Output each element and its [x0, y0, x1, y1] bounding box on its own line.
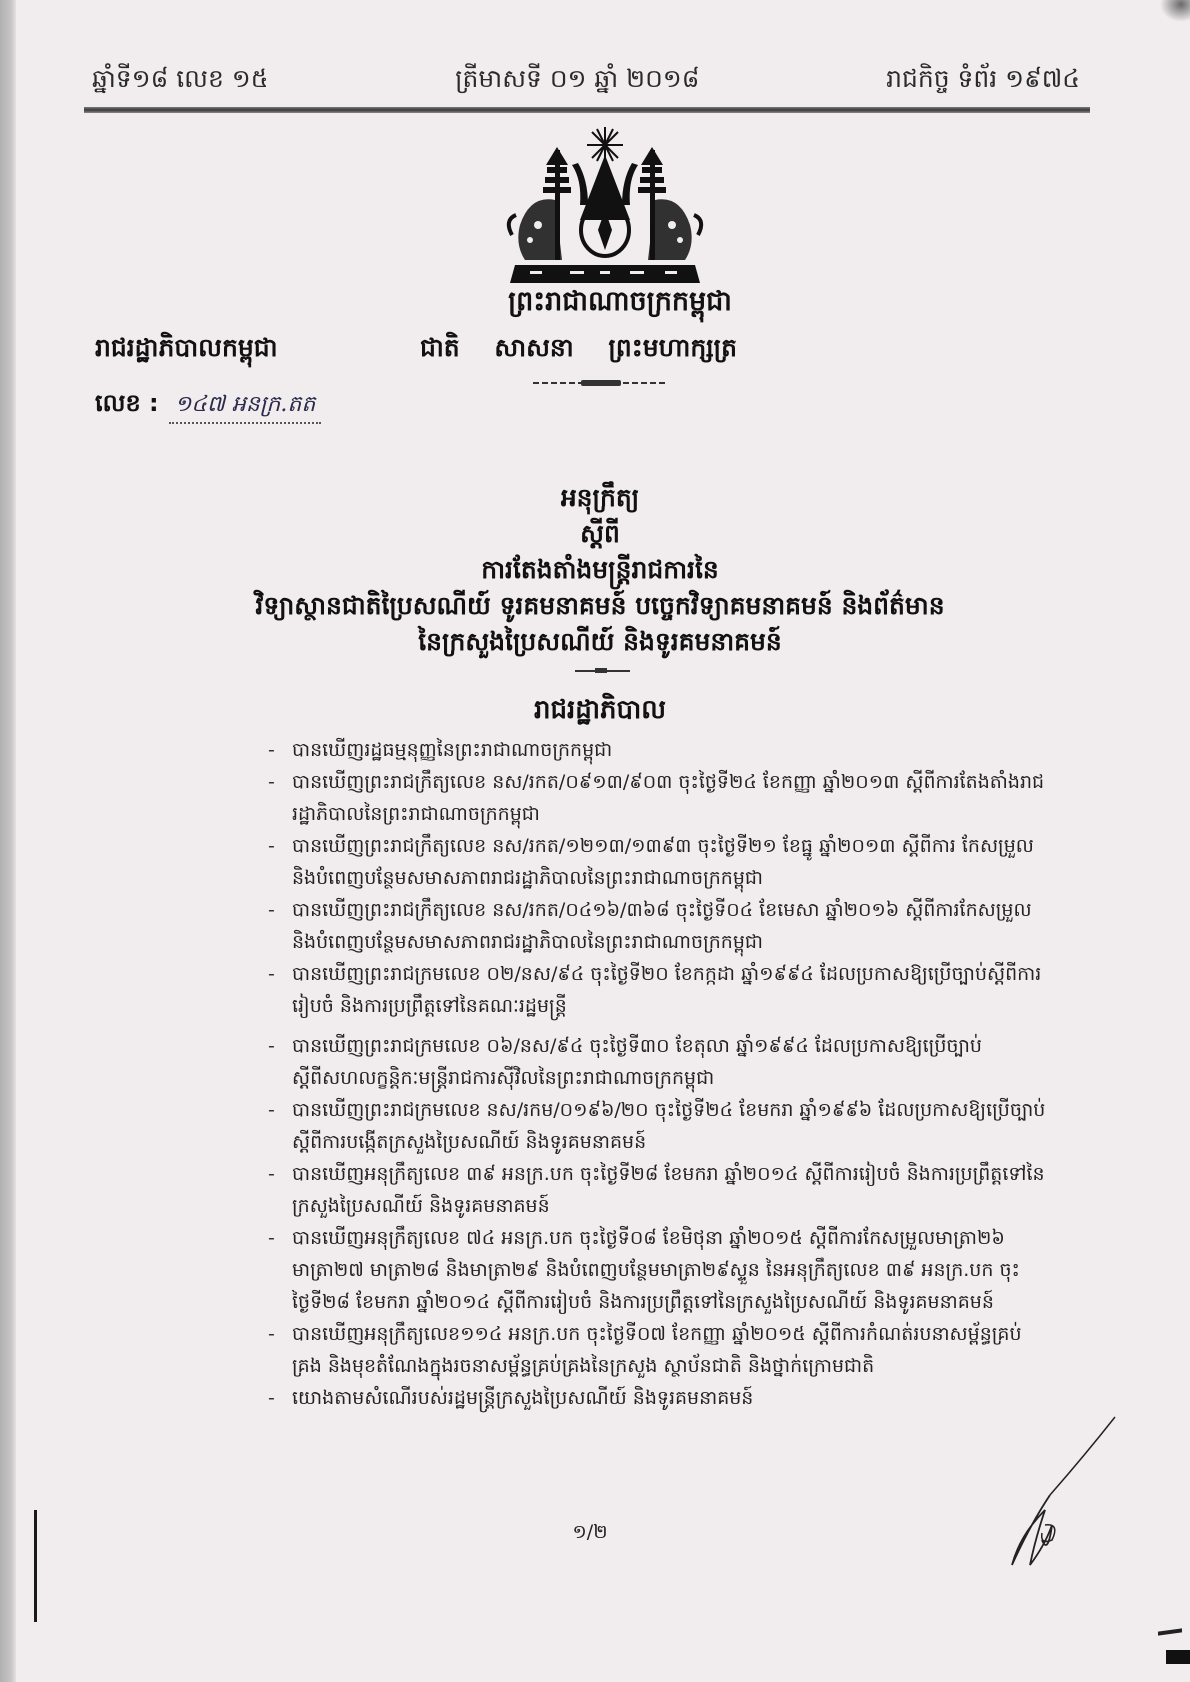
- header-divider: [84, 107, 1090, 113]
- recital-item: - បានឃើញអនុក្រឹត្យលេខ ៣៩ អនក្រ.បក ចុះថ្ងៃទី២៨ ខែមករា ឆ្នាំ២០១៤ ស្ដីពីការរៀបចំ និងការប្រព្រឹត្តទៅនៃក្រសួងប្រៃសណីយ៍ និងទូរគមនាគមន៍: [268, 1158, 1046, 1222]
- recital-item: - បានឃើញព្រះរាជក្រឹត្យលេខ នស/រកត/០៤១៦/៣៦៨ ចុះថ្ងៃទី០៤ ខែមេសា ឆ្នាំ២០១៦ ស្ដីពីការកែសម្រួល និងបំពេញបន្ថែមសមាសភាពរាជរដ្ឋាភិបាលនៃព្រះរាជាណាចក្រកម្ពុជា: [268, 894, 1046, 958]
- kingdom-name: ព្រះរាជាណាចក្រកម្ពុជា: [508, 286, 732, 317]
- ornamental-divider: [533, 382, 668, 384]
- scan-corner-mark: [1166, 1650, 1190, 1664]
- reference-value: ១៤៧ អនក្រ.តត: [169, 390, 322, 424]
- title-line-3: នៃក្រសួងប្រៃសណីយ៍ និងទូរគមនាគមន៍: [418, 627, 782, 656]
- gazette-header: [92, 62, 1080, 102]
- title-divider: [575, 670, 630, 672]
- title-about: ស្ដីពី: [580, 519, 620, 548]
- title-line-1: ការតែងតាំងមន្ត្រីរាជការនៃ: [481, 555, 719, 584]
- scan-edge-strip: [0, 0, 16, 1682]
- gazette-page: រាជកិច្ច ទំព័រ ១៩៧៤: [886, 64, 1080, 93]
- government-heading: រាជរដ្ឋាភិបាល: [533, 695, 667, 725]
- gazette-date: ត្រីមាសទី ០១ ឆ្នាំ ២០១៨: [455, 64, 700, 93]
- reference-number: [95, 388, 321, 424]
- issuing-government: រាជរដ្ឋាភិបាលកម្ពុជា: [95, 333, 278, 362]
- scan-corner-mark: [1158, 1628, 1182, 1635]
- signature-mark: [990, 1415, 1120, 1575]
- title-line-2: វិទ្យាស្ថានជាតិប្រៃសណីយ៍ ទូរគមនាគមន៍ បច្ចេកវិទ្យាគមនាគមន៍ និងព័ត៌មាន: [255, 591, 945, 620]
- recital-item: - យោងតាមសំណើរបស់រដ្ឋមន្ត្រីក្រសួងប្រៃសណីយ៍ និងទូរគមនាគមន៍: [268, 1382, 1046, 1414]
- scan-margin-mark: [34, 1510, 37, 1622]
- recitals-list: [268, 734, 1046, 1414]
- document-type: អនុក្រឹត្យ: [560, 483, 640, 512]
- reference-label: លេខ :: [95, 389, 159, 417]
- scan-smudge: [1160, 0, 1190, 22]
- recital-item: - បានឃើញព្រះរាជក្រមលេខ ០២/នស/៩៤ ចុះថ្ងៃទី២០ ខែកក្កដា ឆ្នាំ១៩៩៤ ដែលប្រកាសឱ្យប្រើច្បាប់ស្ដីពីការរៀបចំ និងការប្រព្រឹត្តទៅនៃគណៈរដ្ឋមន្ត្រី: [268, 958, 1046, 1022]
- recital-item: - បានឃើញអនុក្រឹត្យលេខ ៧៤ អនក្រ.បក ចុះថ្ងៃទី០៨ ខែមិថុនា ឆ្នាំ២០១៥ ស្ដីពីការកែសម្រួលមាត្រា២៦ មាត្រា២៧ មាត្រា២៨ និងមាត្រា២៩ និងបំពេញបន្ថែមមាត្រា២៩ស្ទួន នៃអនុក្រឹត្យលេខ ៣៩ អនក្រ.បក ចុះថ្ងៃទី២៨ ខែមករា ឆ្នាំ២០១៤ ស្ដីពីការរៀបចំ និងការប្រព្រឹត្តទៅនៃក្រសួងប្រៃសណីយ៍ និងទូរគមនាគមន៍: [268, 1222, 1046, 1318]
- recital-item: - បានឃើញរដ្ឋធម្មនុញ្ញនៃព្រះរាជាណាចក្រកម្ពុជា: [268, 734, 1046, 766]
- recital-item: - បានឃើញព្រះរាជក្រមលេខ ០៦/នស/៩៤ ចុះថ្ងៃទី៣០ ខែតុលា ឆ្នាំ១៩៩៤ ដែលប្រកាសឱ្យប្រើច្បាប់ស្ដីពីសហលក្ខន្តិកៈមន្ត្រីរាជការស៊ីវិលនៃព្រះរាជាណាចក្រកម្ពុជា: [268, 1030, 1046, 1094]
- recital-item: - បានឃើញអនុក្រឹត្យលេខ១១៤ អនក្រ.បក ចុះថ្ងៃទី០៧ ខែកញ្ញា ឆ្នាំ២០១៥ ស្ដីពីការកំណត់របនាសម្ព័ន្ធគ្រប់គ្រង និងមុខតំណែងក្នុងរចនាសម្ព័ន្ធគ្រប់គ្រងនៃក្រសួង ស្ថាប័នជាតិ និងថ្នាក់ក្រោមជាតិ: [268, 1318, 1046, 1382]
- national-motto: ជាតិ សាសនា ព្រះមហាក្សត្រ: [420, 333, 737, 362]
- document-title: [160, 480, 1040, 660]
- recital-item: - បានឃើញព្រះរាជក្រមលេខ នស/រកម/០១៩៦/២០ ចុះថ្ងៃទី២៤ ខែមករា ឆ្នាំ១៩៩៦ ដែលប្រកាសឱ្យប្រើច្បាប់ស្ដីពីការបង្កើតក្រសួងប្រៃសណីយ៍ និងទូរគមនាគមន៍: [268, 1094, 1046, 1158]
- royal-coat-of-arms-icon: [500, 125, 710, 285]
- recital-item: - បានឃើញព្រះរាជក្រឹត្យលេខ នស/រកត/១២១៣/១៣៩៣ ចុះថ្ងៃទី២១ ខែធ្នូ ឆ្នាំ២០១៣ ស្ដីពីការ កែសម្រួល និងបំពេញបន្ថែមសមាសភាពរាជរដ្ឋាភិបាលនៃព្រះរាជាណាចក្រកម្ពុជា: [268, 830, 1046, 894]
- recital-item: - បានឃើញព្រះរាជក្រឹត្យលេខ នស/រកត/០៩១៣/៩០៣ ចុះថ្ងៃទី២៤ ខែកញ្ញា ឆ្នាំ២០១៣ ស្ដីពីការតែងតាំងរាជរដ្ឋាភិបាលនៃព្រះរាជាណាចក្រកម្ពុជា: [268, 766, 1046, 830]
- page-number: ១/២: [572, 1521, 608, 1543]
- gazette-year-issue: ឆ្នាំទី១៨ លេខ ១៥: [92, 64, 269, 93]
